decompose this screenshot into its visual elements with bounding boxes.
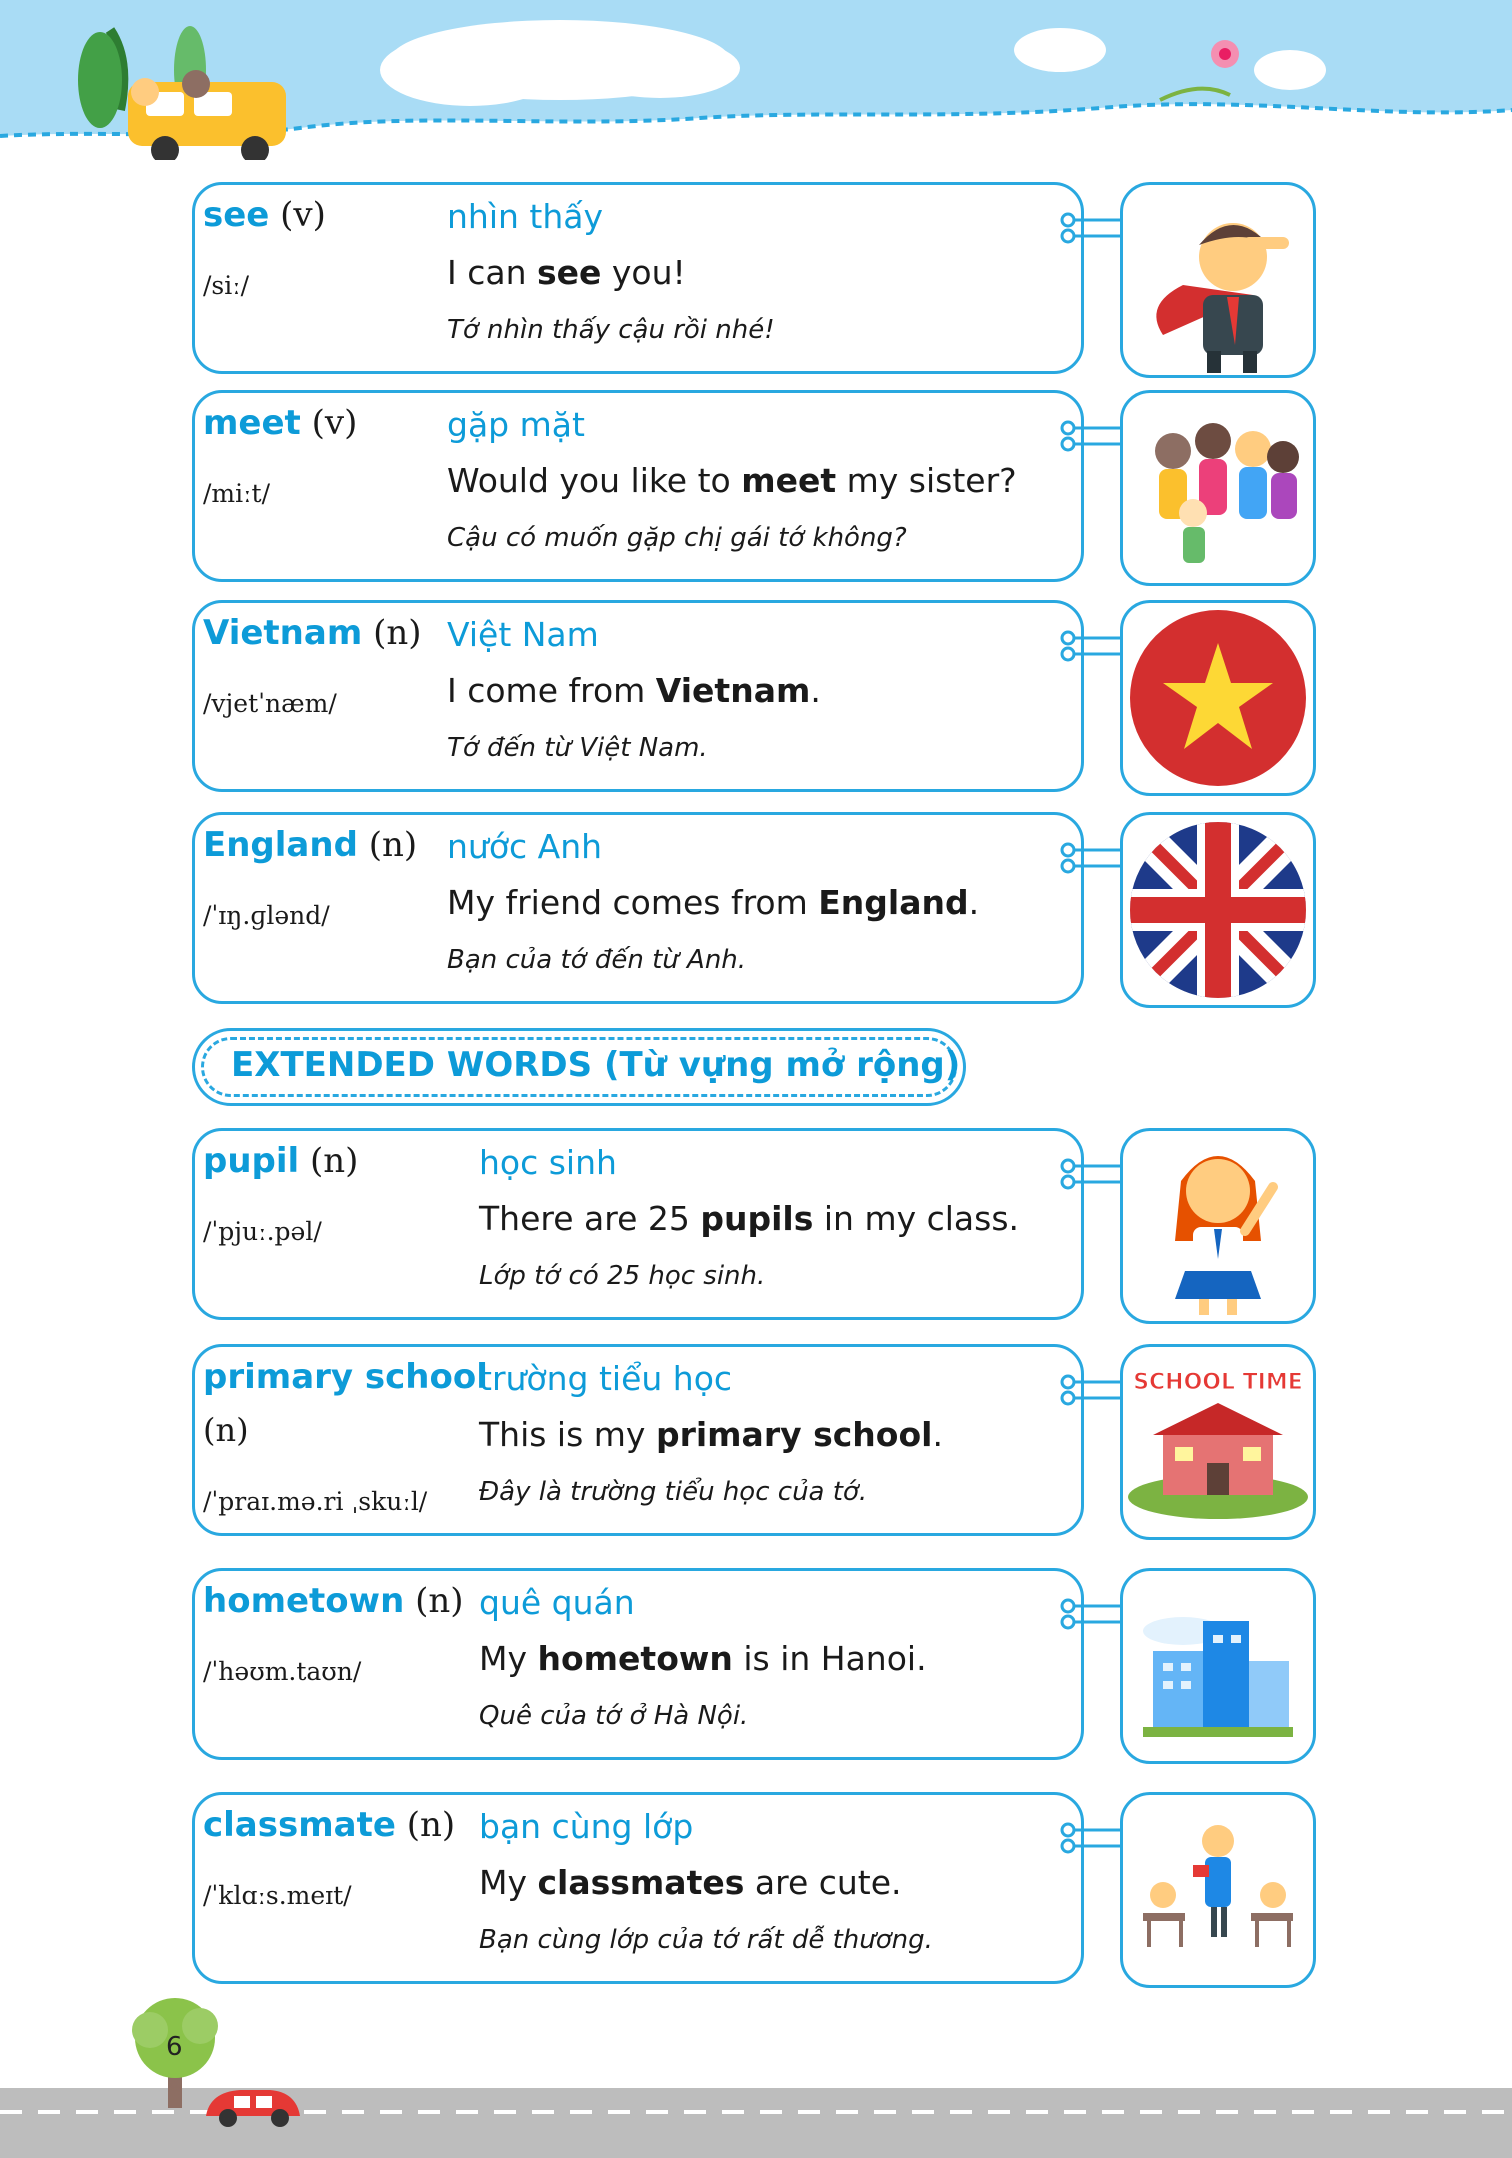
vocab-picture <box>1120 182 1316 378</box>
example-keyword: hometown <box>537 1639 733 1678</box>
vocab-card <box>192 812 1084 1004</box>
phonetic: /vjetˈnæm/ <box>203 689 337 718</box>
vocab-card <box>192 182 1084 374</box>
city-buildings-icon <box>1123 1571 1313 1761</box>
vocab-picture <box>1120 1568 1316 1764</box>
vocab-card <box>192 390 1084 582</box>
part-of-speech: (v) <box>311 403 358 443</box>
svg-text:SCHOOL TIME: SCHOOL TIME <box>1133 1370 1303 1395</box>
part-of-speech: (n) <box>406 1805 456 1845</box>
footer-decoration <box>0 1990 1512 2158</box>
translation: gặp mặt <box>447 405 585 444</box>
phonetic: /ˈɪŋ.ɡlənd/ <box>203 901 330 930</box>
school-building-icon <box>1123 1347 1313 1537</box>
vocab-word-line <box>203 613 422 653</box>
vocab-word: see <box>203 195 270 235</box>
vocab-word-line <box>203 1357 488 1397</box>
vocab-word: classmate <box>203 1805 396 1845</box>
vocab-word: Vietnam <box>203 613 363 653</box>
example-keyword: classmates <box>537 1863 745 1902</box>
example-translation: Tớ đến từ Việt Nam. <box>447 733 708 763</box>
example-keyword: meet <box>741 461 837 500</box>
example-sentence: There are 25 pupils in my class. <box>479 1199 1020 1238</box>
example-sentence: My hometown is in Hanoi. <box>479 1639 927 1678</box>
vocab-word: England <box>203 825 358 865</box>
vocab-picture <box>1120 1128 1316 1324</box>
translation: quê quán <box>479 1583 635 1622</box>
group-of-kids-icon <box>1123 393 1313 583</box>
vocab-picture <box>1120 390 1316 586</box>
vietnam-flag-icon <box>1123 603 1313 793</box>
example-translation: Bạn của tớ đến từ Anh. <box>447 945 747 975</box>
vocab-word-line <box>203 1581 464 1621</box>
part-of-speech: (n) <box>203 1411 249 1449</box>
phonetic: /ˈpraɪ.mə.ri ˌskuːl/ <box>203 1487 428 1516</box>
example-sentence: My friend comes from England. <box>447 883 980 922</box>
vocab-picture <box>1120 600 1316 796</box>
vocab-card <box>192 1568 1084 1760</box>
phonetic: /miːt/ <box>203 479 271 508</box>
header-decoration <box>0 0 1512 160</box>
example-sentence: I come from Vietnam. <box>447 671 821 710</box>
vocab-word-line <box>203 195 326 235</box>
example-keyword: England <box>818 883 969 922</box>
phonetic: /ˈpjuː.pəl/ <box>203 1217 322 1246</box>
phonetic: /ˈklɑːs.meɪt/ <box>203 1881 352 1910</box>
vocab-word: meet <box>203 403 301 443</box>
vocab-picture <box>1120 1792 1316 1988</box>
example-sentence: Would you like to meet my sister? <box>447 461 1017 500</box>
example-sentence: I can see you! <box>447 253 686 292</box>
extended-words-heading: EXTENDED WORDS (Từ vựng mở rộng) <box>231 1045 961 1085</box>
example-translation: Tớ nhìn thấy cậu rồi nhé! <box>447 315 775 345</box>
example-translation: Lớp tớ có 25 học sinh. <box>479 1261 766 1291</box>
vocab-word-line <box>203 1141 358 1181</box>
vocab-picture <box>1120 812 1316 1008</box>
schoolgirl-icon <box>1123 1131 1313 1321</box>
translation: nhìn thấy <box>447 197 604 236</box>
phonetic: /ˈhəʊm.taʊn/ <box>203 1657 362 1686</box>
example-keyword: see <box>537 253 602 292</box>
vocab-word-line <box>203 825 417 865</box>
translation: bạn cùng lớp <box>479 1807 694 1846</box>
translation: nước Anh <box>447 827 603 866</box>
vocab-word-line <box>203 1805 455 1845</box>
vocab-card <box>192 600 1084 792</box>
boy-looking-icon <box>1123 185 1313 375</box>
uk-flag-icon <box>1123 815 1313 1005</box>
part-of-speech: (n) <box>373 613 422 653</box>
vocab-word: pupil <box>203 1141 300 1181</box>
vocab-card <box>192 1128 1084 1320</box>
vocab-card <box>192 1792 1084 1984</box>
example-translation: Bạn cùng lớp của tớ rất dễ thương. <box>479 1925 933 1955</box>
vocab-word-line <box>203 403 357 443</box>
translation: Việt Nam <box>447 615 599 654</box>
classroom-icon <box>1123 1795 1313 1985</box>
vocab-card <box>192 1344 1084 1536</box>
vocab-picture <box>1120 1344 1316 1540</box>
example-keyword: pupils <box>700 1199 814 1238</box>
page-number: 6 <box>166 2032 183 2062</box>
example-sentence: My classmates are cute. <box>479 1863 902 1902</box>
example-keyword: primary school <box>655 1415 933 1454</box>
translation: trường tiểu học <box>479 1359 733 1398</box>
part-of-speech: (n) <box>310 1141 359 1181</box>
part-of-speech: (n) <box>368 825 418 865</box>
vocab-word: hometown <box>203 1581 405 1621</box>
example-translation: Đây là trường tiểu học của tớ. <box>479 1477 868 1507</box>
phonetic: /siː/ <box>203 271 250 300</box>
part-of-speech: (n) <box>415 1581 464 1621</box>
part-of-speech: (v) <box>280 195 326 235</box>
example-sentence: This is my primary school. <box>479 1415 943 1454</box>
translation: học sinh <box>479 1143 617 1182</box>
example-keyword: Vietnam <box>655 671 811 710</box>
example-translation: Quê của tớ ở Hà Nội. <box>479 1701 749 1731</box>
vocab-word: primary school <box>203 1357 488 1397</box>
example-translation: Cậu có muốn gặp chị gái tớ không? <box>447 523 907 553</box>
extended-words-banner <box>192 1028 966 1106</box>
